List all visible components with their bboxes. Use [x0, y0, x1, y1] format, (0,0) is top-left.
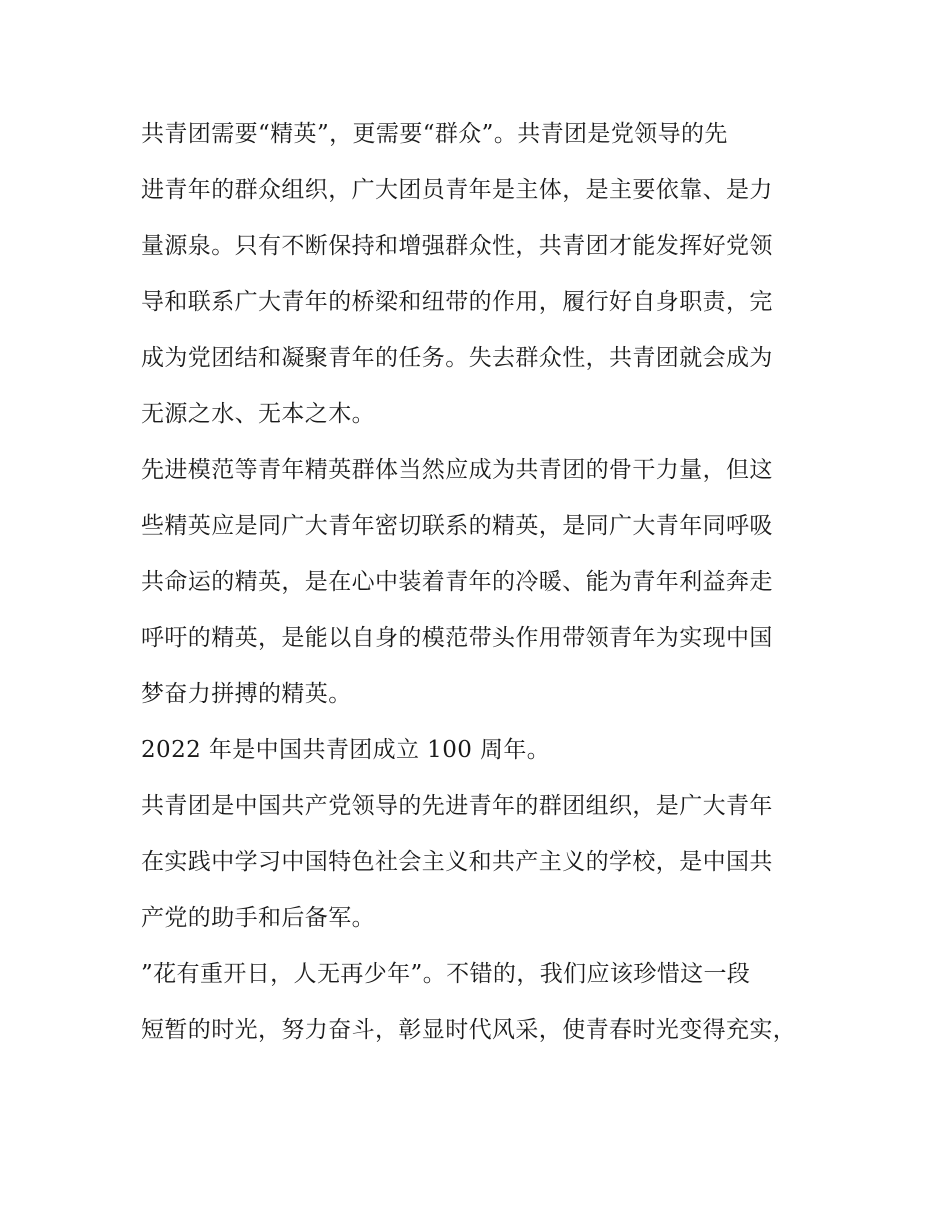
text-line: 共命运的精英，是在心中装着青年的冷暖、能为青年利益奔走 [141, 569, 773, 595]
paragraph-1 [141, 106, 813, 442]
text-line: 成为党团结和凝聚青年的任务。失去群众性，共青团就会成为 [141, 345, 773, 371]
paragraph-5 [141, 946, 813, 1058]
text-line: ”花有重开日，人无再少年”。不错的，我们应该珍惜这一段 [141, 961, 751, 987]
text-line: 无源之水、无本之木。 [141, 401, 375, 427]
paragraph-4 [141, 778, 813, 946]
text-line: 进青年的群众组织，广大团员青年是主体，是主要依靠、是力 [141, 177, 773, 203]
text-line: 短暂的时光，努力奋斗，彰显时代风采，使青春时光变得充实， [141, 1017, 797, 1043]
text-line: 呼吁的精英，是能以自身的模范带头作用带领青年为实现中国 [141, 625, 773, 651]
text-line: 量源泉。只有不断保持和增强群众性，共青团才能发挥好党领 [141, 233, 773, 259]
text-line: 共青团需要“精英”，更需要“群众”。共青团是党领导的先 [141, 121, 728, 147]
text-line: 共青团是中国共产党领导的先进青年的群团组织，是广大青年 [141, 793, 773, 819]
text-line: 导和联系广大青年的桥梁和纽带的作用，履行好自身职责，完 [141, 289, 773, 315]
paragraph-3 [141, 722, 813, 778]
text-line: 梦奋力拼搏的精英。 [141, 681, 352, 707]
text-line: 产党的助手和后备军。 [141, 905, 375, 931]
text-line: 2022 年是中国共青团成立 100 周年。 [141, 737, 551, 763]
text-line: 在实践中学习中国特色社会主义和共产主义的学校，是中国共 [141, 849, 773, 875]
text-line: 先进模范等青年精英群体当然应成为共青团的骨干力量，但这 [141, 457, 773, 483]
document-body [141, 106, 813, 1058]
text-line: 些精英应是同广大青年密切联系的精英，是同广大青年同呼吸 [141, 513, 773, 539]
paragraph-2 [141, 442, 813, 722]
